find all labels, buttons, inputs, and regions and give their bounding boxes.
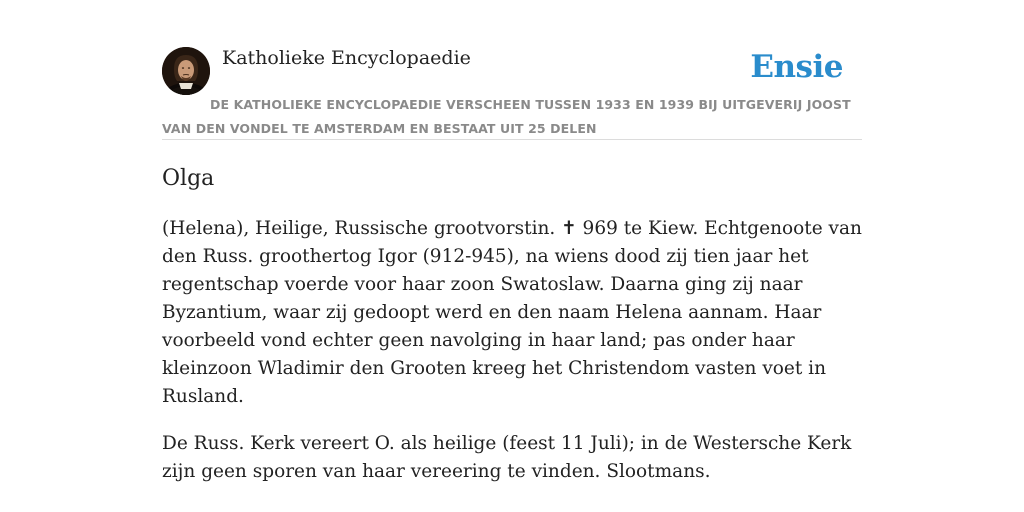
source-avatar xyxy=(162,47,210,95)
source-header xyxy=(162,44,862,140)
article-title: Olga xyxy=(162,166,215,191)
article-paragraph: (Helena), Heilige, Russische grootvorstin. ✝ 969 te Kiew. Echtgenoote van den Russ. groothertog Igor (912-945), na wiens dood zij tien jaar het regentschap voerde voor haar zoon Swatoslaw. Daarna ging zij naar Byzantium, waar zij gedoopt werd en den naam Helena aannam. Haar voorbeeld vond echter geen navolging in haar land; pas onder haar kleinzoon Wladimir den Grooten kreeg het Christendom vasten voet in Rusland. xyxy=(162,218,862,407)
article xyxy=(162,163,862,505)
brand-logo[interactable]: Ensie xyxy=(750,49,843,85)
article-paragraph: De Russ. Kerk vereert O. als heilige (feest 11 Juli); in de Westersche Kerk zijn geen sporen van haar vereering te vinden. Slootmans. xyxy=(162,433,852,482)
portrait-avatar-icon xyxy=(162,47,210,95)
source-description: DE KATHOLIEKE ENCYCLOPAEDIE VERSCHEEN TUSSEN 1933 EN 1939 BIJ UITGEVERIJ JOOST VAN DEN VONDEL TE AMSTERDAM EN BESTAAT UIT 25 DELEN xyxy=(162,97,851,136)
source-title[interactable]: Katholieke Encyclopaedie xyxy=(222,47,471,69)
